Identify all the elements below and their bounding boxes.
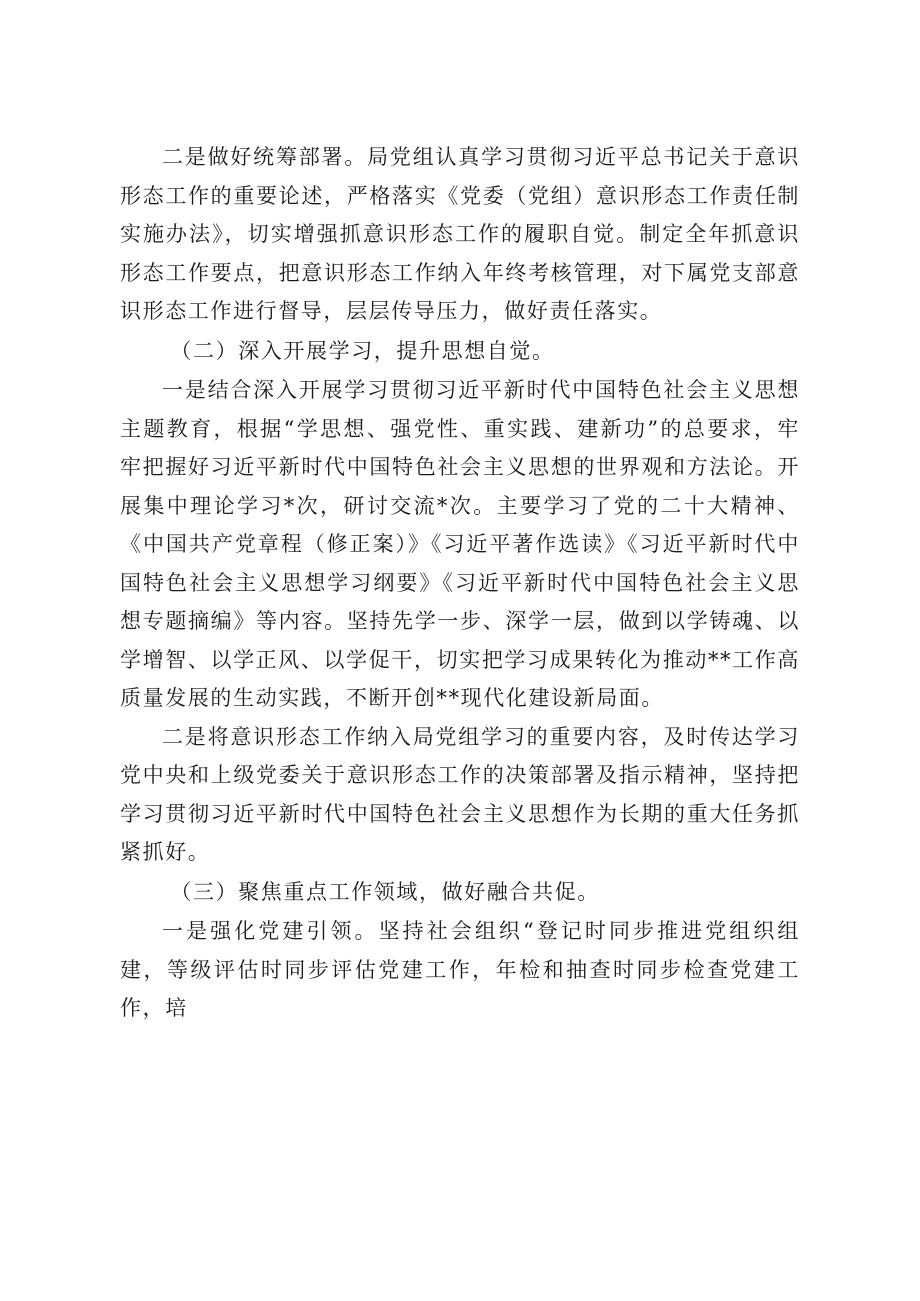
section-heading-focus: （三）聚焦重点工作领域，做好融合共促。 — [170, 879, 600, 904]
section-heading-study: （二）深入开展学习，提升思想自觉。 — [170, 338, 555, 363]
paragraph-party-building: 一是强化党建引领。坚持社会组织“登记时同步推进党组织组建，等级评估时同步评估党建工作，年检和抽查时同步检查党建工作，培 — [120, 919, 800, 1020]
paragraph-theme-education: 一是结合深入开展学习贯彻习近平新时代中国特色社会主义思想主题教育，根据“学思想、强党性、重实践、建新功”的总要求，牢牢把握好习近平新时代中国特色社会主义思想的世界观和方法论。开展集中理论学习*次，研讨交流*次。主要学习了党的二十大精神、《中国共产党章程（修正案）》《习近平著作选读》《习近平新时代中国特色社会主义思想学习纲要》《习近平新时代中国特色社会主义思想专题摘编》等内容。坚持先学一步、深学一层，做到以学铸魂、以学增智、以学正风、以学促干，切实把学习成果转化为推动**工作高质量发展的生动实践，不断开创**现代化建设新局面。 — [120, 378, 800, 710]
paragraph-ideology-study: 二是将意识形态工作纳入局党组学习的重要内容，及时传达学习党中央和上级党委关于意识形态工作的决策部署及指示精神，坚持把学习贯彻习近平新时代中国特色社会主义思想作为长期的重大任务抓紧抓好。 — [120, 724, 800, 864]
paragraph-planning: 二是做好统筹部署。局党组认真学习贯彻习近平总书记关于意识形态工作的重要论述，严格落实《党委（党组）意识形态工作责任制实施办法》，切实增强抓意识形态工作的履职自觉。制定全年抓意识形态工作要点，把意识形态工作纳入年终考核管理，对下属党支部意识形态工作进行督导，层层传导压力，做好责任落实。 — [120, 145, 800, 323]
document-body — [120, 138, 800, 1028]
